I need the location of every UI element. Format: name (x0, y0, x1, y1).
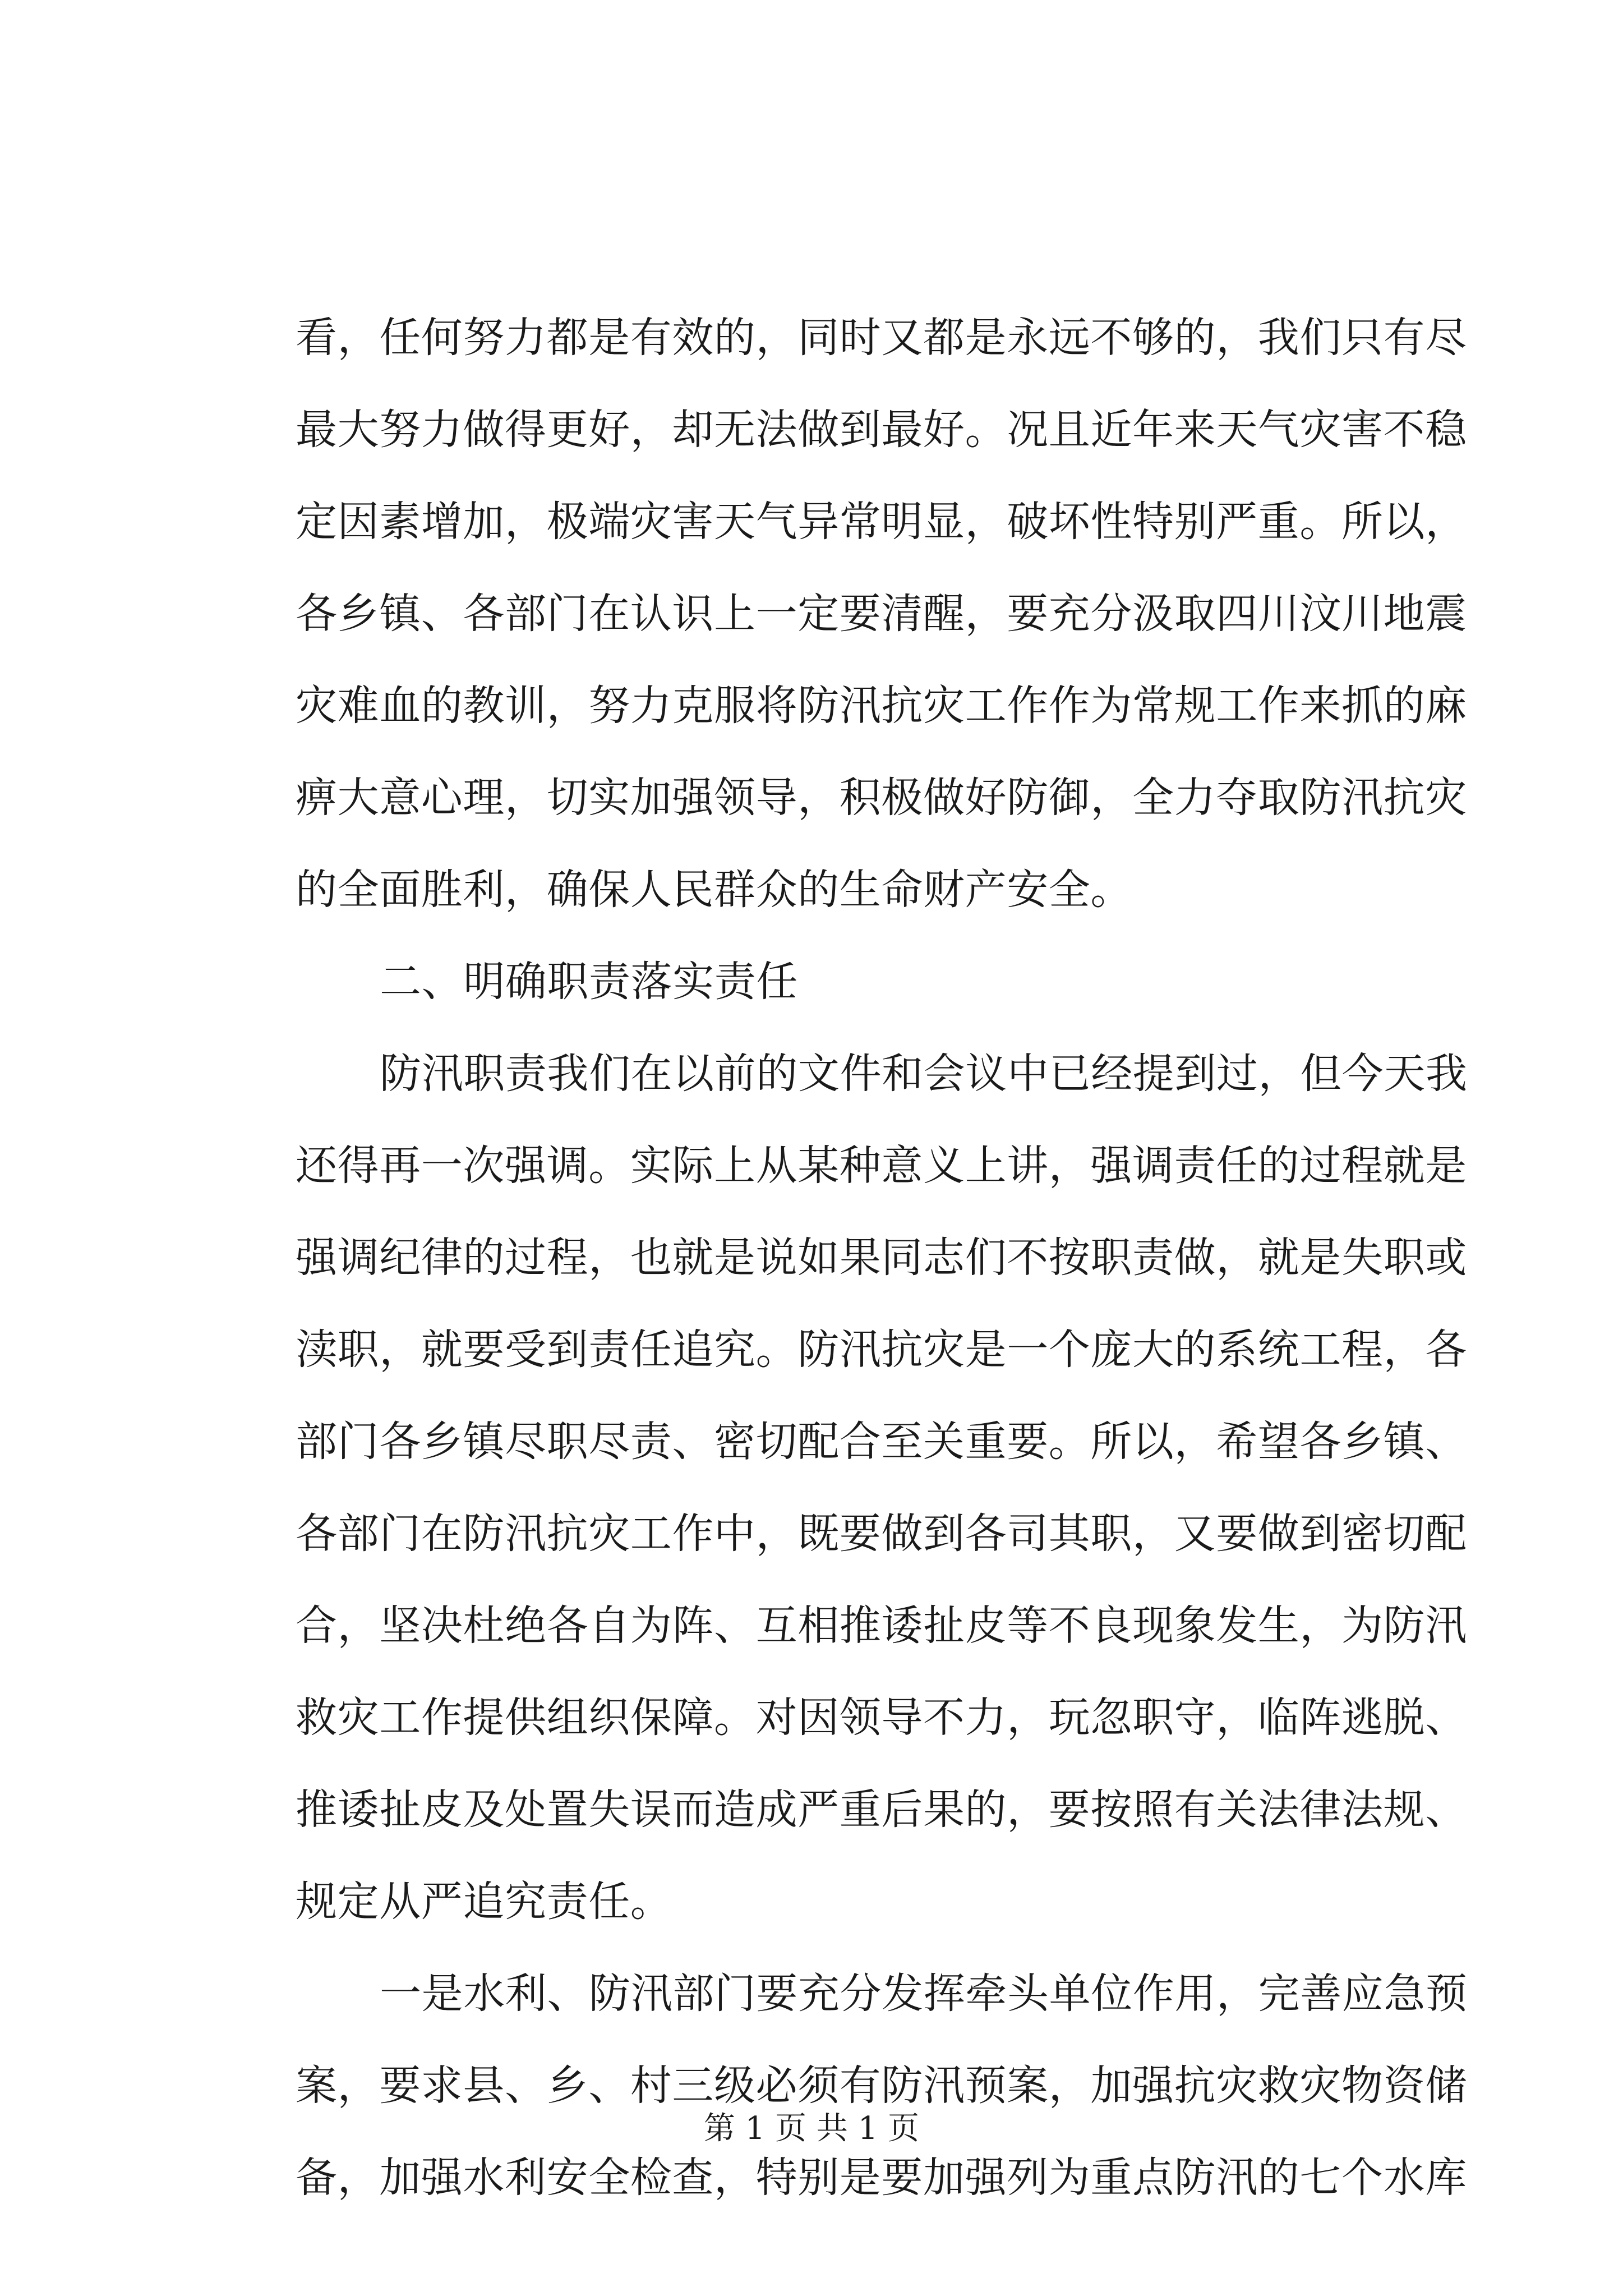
document-body (296, 292, 1468, 2224)
text-line: 备，加强水利安全检查，特别是要加强列为重点防汛的七个水库 (296, 2154, 1467, 2202)
text-line: 各部门在防汛抗灾工作中，既要做到各司其职，又要做到密切配 (296, 1510, 1467, 1558)
text-line: 合，坚决杜绝各自为阵、互相推诿扯皮等不良现象发生，为防汛 (296, 1602, 1467, 1650)
text-line: 的全面胜利，确保人民群众的生命财产安全。 (296, 866, 1132, 914)
section-heading: 二、明确职责落实责任 (380, 958, 798, 1006)
page-number-footer: 第 1 页 共 1 页 (703, 2110, 920, 2147)
text-line: 各乡镇、各部门在认识上一定要清醒，要充分汲取四川汶川地震 (296, 590, 1467, 638)
text-line: 救灾工作提供组织保障。对因领导不力，玩忽职守，临阵逃脱、 (296, 1694, 1467, 1742)
text-line: 推诿扯皮及处置失误而造成严重后果的，要按照有关法律法规、 (296, 1786, 1467, 1834)
text-line: 灾难血的教训，努力克服将防汛抗灾工作作为常规工作来抓的麻 (296, 682, 1467, 730)
text-line: 规定从严追究责任。 (296, 1878, 672, 1926)
text-line: 一是水利、防汛部门要充分发挥牵头单位作用，完善应急预 (380, 1970, 1468, 2018)
text-line: 防汛职责我们在以前的文件和会议中已经提到过，但今天我 (380, 1050, 1468, 1098)
text-line: 部门各乡镇尽职尽责、密切配合至关重要。所以，希望各乡镇、 (296, 1418, 1467, 1466)
text-line: 痹大意心理，切实加强领导，积极做好防御，全力夺取防汛抗灾 (296, 774, 1467, 822)
text-line: 最大努力做得更好，却无法做到最好。况且近年来天气灾害不稳 (296, 406, 1467, 454)
text-line: 渎职，就要受到责任追究。防汛抗灾是一个庞大的系统工程，各 (296, 1326, 1467, 1374)
text-line: 案，要求县、乡、村三级必须有防汛预案，加强抗灾救灾物资储 (296, 2062, 1467, 2110)
text-line: 看，任何努力都是有效的，同时又都是永远不够的，我们只有尽 (296, 314, 1467, 362)
text-line: 还得再一次强调。实际上从某种意义上讲，强调责任的过程就是 (296, 1142, 1467, 1190)
text-line: 定因素增加，极端灾害天气异常明显，破坏性特别严重。所以， (296, 498, 1467, 546)
text-line: 强调纪律的过程，也就是说如果同志们不按职责做，就是失职或 (296, 1234, 1467, 1282)
